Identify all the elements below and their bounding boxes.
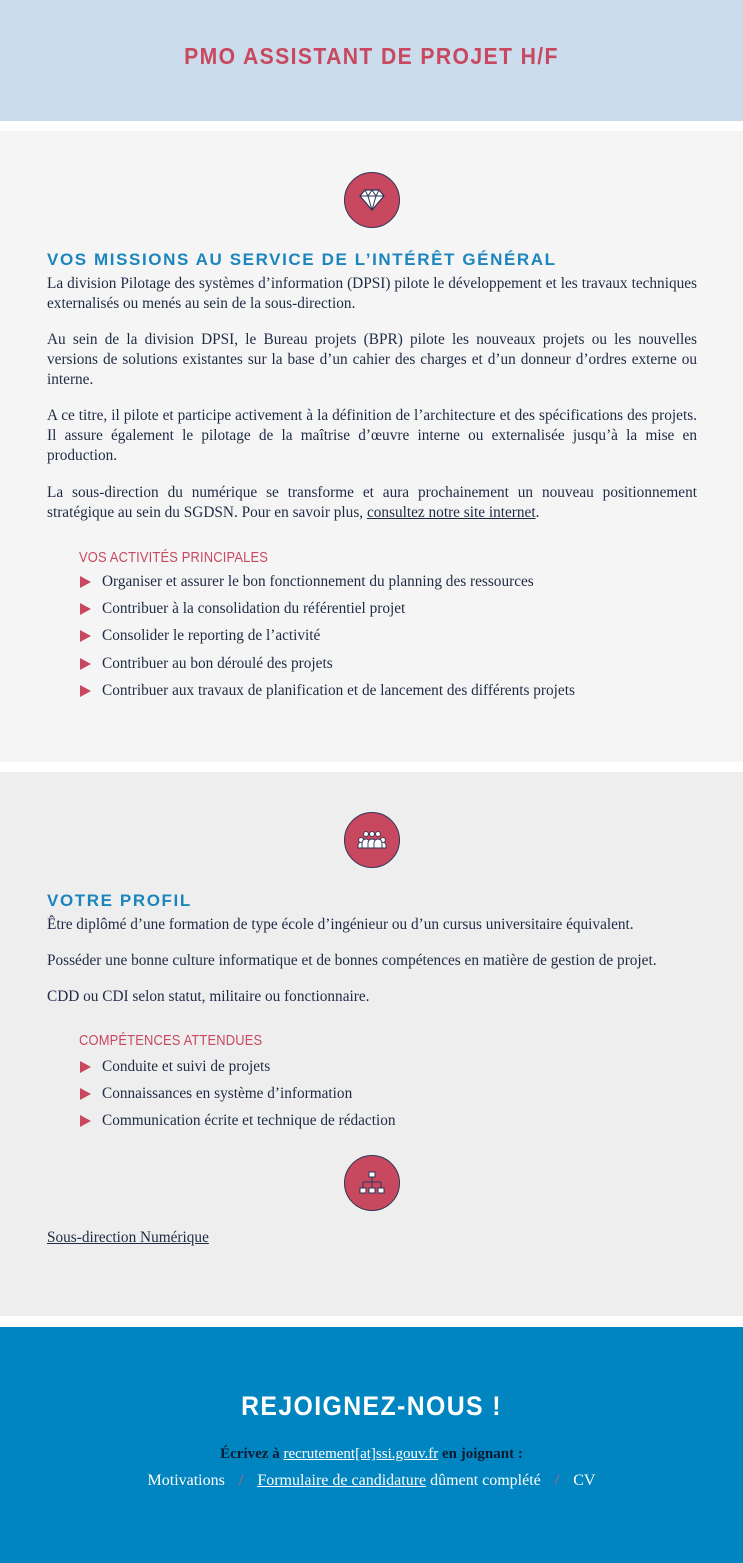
triangle-bullet-icon bbox=[80, 658, 91, 670]
join-footer bbox=[0, 1327, 743, 1563]
triangle-bullet-icon bbox=[80, 1088, 91, 1100]
missions-section bbox=[0, 131, 743, 762]
missions-paragraph-3: A ce titre, il pilote et participe activement à la définition de l’architecture et des spécifications des projets. Il assure également le pilotage de la maîtrise d’œuvre interne ou externalisée jusqu’à la mise en production. bbox=[47, 407, 697, 464]
list-item: Communication écrite et technique de rédaction bbox=[80, 1108, 396, 1135]
list-item: Organiser et assurer le bon fonctionnement du planning des ressources bbox=[80, 568, 575, 595]
triangle-bullet-icon bbox=[80, 603, 91, 615]
separator: / bbox=[238, 1472, 244, 1489]
triangle-bullet-icon bbox=[80, 1061, 91, 1073]
join-title: REJOIGNEZ-NOUS ! bbox=[241, 1391, 502, 1421]
missions-paragraph-4-end: . bbox=[535, 504, 540, 521]
separator: / bbox=[554, 1472, 560, 1489]
missions-paragraph-4 bbox=[47, 483, 697, 523]
triangle-bullet-icon bbox=[80, 685, 91, 697]
missions-paragraph-2: Au sein de la division DPSI, le Bureau projets (BPR) pilote les nouveaux projets ou les nouvelles versions de solutions existantes sur la base d’un cahier des charges et d’un donneur d’ordres externe ou interne. bbox=[47, 331, 697, 388]
triangle-bullet-icon bbox=[80, 630, 91, 642]
diamond-icon bbox=[344, 172, 400, 228]
doc-form-rest: dûment complété bbox=[430, 1472, 541, 1489]
missions-paragraph-4-text: La sous-direction du numérique se transforme et aura prochainement un nouveau positionnement stratégique au sein du SGDSN. Pour en savoir plus, bbox=[47, 484, 697, 521]
list-item: Contribuer à la consolidation du référentiel projet bbox=[80, 595, 575, 622]
list-item: Conduite et suivi de projets bbox=[80, 1053, 396, 1080]
triangle-bullet-icon bbox=[80, 1115, 91, 1127]
list-item: Connaissances en système d’information bbox=[80, 1080, 396, 1107]
profil-paragraph-3: CDD ou CDI selon statut, militaire ou fonctionnaire. bbox=[47, 988, 370, 1005]
required-documents bbox=[0, 1472, 743, 1490]
application-form-link[interactable]: Formulaire de candidature bbox=[257, 1472, 427, 1489]
website-link[interactable]: consultez notre site internet bbox=[366, 504, 536, 521]
activities-list bbox=[80, 568, 575, 705]
sous-direction-link[interactable]: Sous-direction Numérique bbox=[47, 1229, 209, 1246]
triangle-bullet-icon bbox=[80, 576, 91, 588]
write-instructions: Écrivez à recrutement[at]ssi.gouv.fr en joignant : bbox=[220, 1446, 523, 1462]
missions-paragraph-1: La division Pilotage des systèmes d’information (DPSI) pilote le développement et les travaux techniques externalisés ou menés au sein de la sous-direction. bbox=[47, 275, 697, 312]
list-item: Contribuer aux travaux de planification et de lancement des différents projets bbox=[80, 678, 575, 705]
doc-motivations: Motivations bbox=[147, 1472, 225, 1489]
skills-title: COMPÉTENCES ATTENDUES bbox=[79, 1032, 263, 1049]
activities-title: VOS ACTIVITÉS PRINCIPALES bbox=[79, 549, 269, 566]
missions-title: VOS MISSIONS AU SERVICE DE L’INTÉRÊT GÉNÉRAL bbox=[47, 250, 557, 269]
profil-paragraph-1: Être diplômé d’une formation de type école d’ingénieur ou d’un cursus universitaire équivalent. bbox=[47, 916, 634, 933]
profil-title: VOTRE PROFIL bbox=[47, 891, 192, 910]
profil-section bbox=[0, 772, 743, 1316]
list-item: Consolider le reporting de l’activité bbox=[80, 623, 575, 650]
group-icon bbox=[344, 812, 400, 868]
page-title: PMO ASSISTANT DE PROJET H/F bbox=[184, 43, 559, 69]
skills-list bbox=[80, 1053, 396, 1135]
list-item: Contribuer au bon déroulé des projets bbox=[80, 650, 575, 677]
profil-paragraph-2: Posséder une bonne culture informatique et de bonnes compétences en matière de gestion de projet. bbox=[47, 952, 657, 969]
email-link[interactable]: recrutement[at]ssi.gouv.fr bbox=[283, 1446, 439, 1462]
page-header bbox=[0, 0, 743, 121]
org-chart-icon bbox=[344, 1155, 400, 1211]
doc-cv: CV bbox=[573, 1472, 596, 1489]
